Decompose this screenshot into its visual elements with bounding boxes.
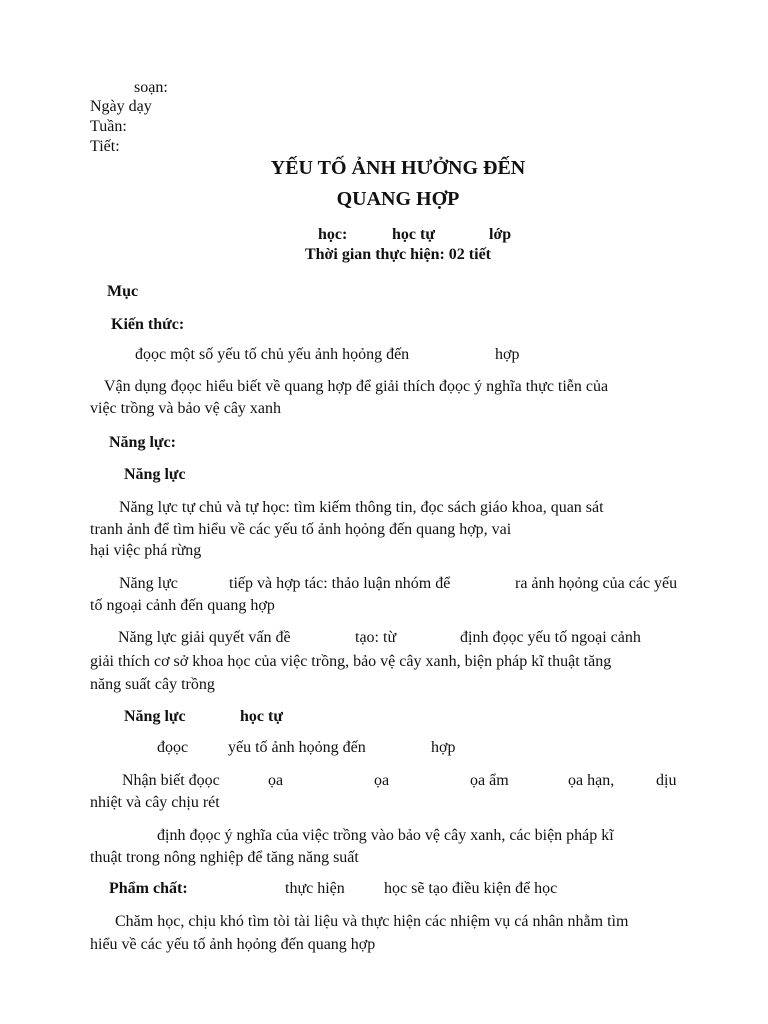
- vd-line-1: Vận dụng đọọc hiểu biết về quang hợp để giải thích đọọc ý nghĩa thực tiễn của: [104, 378, 609, 395]
- subheader-hoc-tu: học tự: [392, 226, 435, 243]
- gt-line-2: tố ngoại cảnh đến quang hợp: [90, 597, 275, 614]
- heading-hoc-tu: học tự: [240, 708, 283, 725]
- tc-line-3: hại việc phá rừng: [90, 542, 202, 559]
- header-soan: soạn:: [134, 79, 168, 96]
- nb-line-2: nhiệt và cây chịu rét: [90, 794, 220, 811]
- heading-nang-luc-dac-thu: Năng lực: [124, 708, 186, 725]
- pc-part-c: học sẽ tạo điều kiện để học: [384, 880, 558, 897]
- pc-part-b: thực hiện: [285, 880, 345, 897]
- d1-part-b: yếu tố ảnh họỏng đến: [228, 739, 366, 756]
- subheader-time: Thời gian thực hiện: 02 tiết: [304, 246, 492, 263]
- nb-part-d: ọa ẩm: [470, 772, 509, 789]
- tc-line-2: tranh ảnh để tìm hiểu về các yếu tố ảnh họỏng đến quang hợp, vai: [90, 521, 512, 538]
- nb-part-b: ọa: [268, 772, 284, 789]
- nb-part-f: dịu: [656, 772, 677, 789]
- xd-line-1: định đọọc ý nghĩa của việc trồng vào bảo vệ cây xanh, các biện pháp kĩ: [157, 827, 614, 844]
- nb-part-e: ọa hạn,: [568, 772, 615, 789]
- document-title-line2: QUANG HỢP: [336, 188, 460, 210]
- heading-pham-chat: Phẩm chất:: [109, 880, 188, 897]
- gq-line-c: định đọọc yếu tố ngoại cảnh: [460, 629, 641, 646]
- subheader-lop: lớp: [489, 226, 512, 243]
- gq-line-b: tạo: từ: [355, 629, 397, 646]
- heading-kien-thuc: Kiến thức:: [111, 316, 185, 333]
- document-title-line1: YẾU TỐ ẢNH HƯỞNG ĐẾN: [270, 157, 526, 179]
- nb-part-c: ọa: [374, 772, 390, 789]
- gq-line-a: Năng lực giải quyết vấn đề: [118, 629, 291, 646]
- d1-part-c: hợp: [431, 739, 456, 756]
- header-ngay-day: Ngày dạy: [90, 98, 152, 115]
- section-heading-muc: Mục: [107, 283, 139, 300]
- vd-line-2: việc trồng và bảo vệ cây xanh: [90, 400, 282, 417]
- gt-line-c: ra ảnh họỏng của các yếu: [515, 575, 678, 592]
- subheader-hoc: học:: [318, 226, 348, 243]
- heading-nang-luc: Năng lực:: [109, 434, 176, 451]
- gq-line-3: năng suất cây trồng: [90, 676, 215, 693]
- d1-part-a: đọọc: [157, 739, 189, 756]
- tc-line-1: Năng lực tự chủ và tự học: tìm kiếm thông tin, đọc sách giáo khoa, quan sát: [119, 499, 604, 516]
- ch-line-2: hiểu về các yếu tố ảnh họỏng đến quang hợp: [90, 936, 376, 953]
- gt-line-b: tiếp và hợp tác: thảo luận nhóm để: [229, 575, 451, 592]
- xd-line-2: thuật trong nông nghiệp để tăng năng suất: [90, 849, 359, 866]
- kt-line-b: hợp: [495, 346, 520, 363]
- nb-part-a: Nhận biết đọọc: [122, 772, 220, 789]
- heading-nang-luc-chung: Năng lực: [124, 466, 186, 483]
- header-tuan: Tuần:: [90, 118, 127, 135]
- ch-line-1: Chăm học, chịu khó tìm tòi tài liệu và thực hiện các nhiệm vụ cá nhân nhằm tìm: [115, 913, 629, 930]
- header-tiet: Tiết:: [90, 138, 120, 155]
- gt-line-a: Năng lực: [119, 575, 178, 592]
- gq-line-2: giải thích cơ sở khoa học của việc trồng, bảo vệ cây xanh, biện pháp kĩ thuật tăng: [90, 653, 612, 670]
- kt-line-a: đọọc một số yếu tố chủ yếu ảnh họỏng đến: [135, 346, 410, 363]
